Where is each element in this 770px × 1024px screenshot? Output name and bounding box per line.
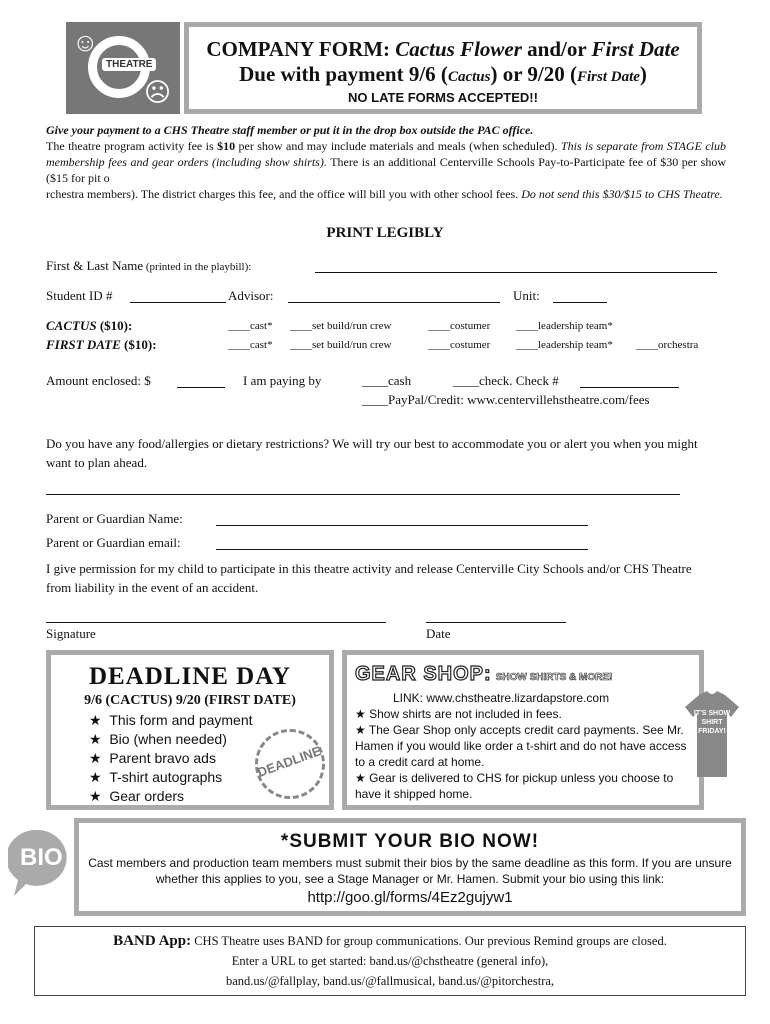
guardian-email-label: Parent or Guardian email: (46, 535, 181, 550)
cactus-cast[interactable]: ____cast* (228, 320, 273, 332)
cactus-label: CACTUS ($10): (46, 318, 133, 333)
firstdate-set-crew[interactable]: ____set build/run crew (290, 339, 392, 351)
band-line-3: band.us/@fallplay, band.us/@fallmusical, band.us/@pitorchestra, (225, 974, 555, 988)
band-line-1: BAND App: CHS Theatre uses BAND for group communications. Our previous Remind groups are closed. (113, 933, 667, 949)
amount-label: Amount enclosed: $ (46, 373, 151, 388)
cactus-costumer[interactable]: ____costumer (428, 320, 491, 332)
gear-bullets (355, 706, 691, 802)
intro-text (46, 122, 726, 202)
name-row: First & Last Name (printed in the playbill): (46, 258, 252, 273)
no-late-forms: NO LATE FORMS ACCEPTED!! (348, 90, 538, 105)
deadline-stamp: DEADLINE (255, 729, 325, 799)
list-item: ★ T-shirt autographs (89, 769, 223, 785)
advisor-input[interactable] (288, 290, 500, 303)
unit-input[interactable] (553, 290, 607, 303)
cactus-set-crew[interactable]: ____set build/run crew (290, 320, 392, 332)
deadline-dates: 9/6 (CACTUS) 9/20 (FIRST DATE) (84, 693, 296, 708)
tshirt-icon: IT'S SHOW SHIRT FRIDAY! (685, 691, 739, 779)
print-legibly: PRINT LEGIBLY (326, 225, 444, 241)
allergy-question: Do you have any food/allergies or dietary restrictions? We will try our best to accommodate you or alert you when you might want to plan ahead. (46, 436, 698, 470)
pay-paypal-option[interactable]: ____PayPal/Credit: www.centervillehstheatre.com/fees (362, 392, 650, 407)
firstdate-orchestra[interactable]: ____orchestra (636, 339, 699, 351)
fee-paragraph: The theatre program activity fee is $10 per show and may include materials and meals (when scheduled). This is separate from STAGE club membership fees and gear orders (including show shirts). There is an additional Centerville Schools Pay-to-Participate fee of $30 per show ($15 for pit o (46, 139, 727, 185)
date-label: Date (426, 626, 451, 641)
gear-bullet-2: ★ The Gear Shop only accepts credit card payments. See Mr. Hamen if you would like order a t-shirt and do not have access to a credit card at home. (355, 723, 687, 769)
signature-input[interactable] (46, 610, 386, 623)
list-item: ★ Parent bravo ads (89, 750, 216, 766)
guardian-name-input[interactable] (216, 513, 588, 526)
bio-link[interactable]: http://goo.gl/forms/4Ez2gujyw1 (307, 889, 513, 906)
gear-header (355, 663, 699, 686)
list-item: ★ Bio (when needed) (89, 731, 227, 747)
firstdate-leadership[interactable]: ____leadership team* (516, 339, 613, 351)
deadline-title: DEADLINE DAY (88, 663, 292, 690)
firstdate-costumer[interactable]: ____costumer (428, 339, 491, 351)
signature-label: Signature (46, 626, 96, 641)
title-line-1: COMPANY FORM: Cactus Flower and/or First Date (206, 37, 680, 61)
guardian-name-label: Parent or Guardian Name: (46, 511, 183, 526)
firstdate-cast[interactable]: ____cast* (228, 339, 273, 351)
bio-badge: BIO (8, 830, 72, 896)
deadline-box (46, 650, 334, 810)
cactus-leadership[interactable]: ____leadership team* (516, 320, 613, 332)
guardian-email-input[interactable] (216, 537, 588, 550)
bio-title: *SUBMIT YOUR BIO NOW! (280, 831, 540, 852)
payment-instructions: Give your payment to a CHS Theatre staff member or put it in the drop box outside the PAC office. (46, 123, 534, 137)
gear-title: GEAR SHOP: (355, 663, 492, 685)
title-line-2: Due with payment 9/6 (Cactus) or 9/20 (First Date) (239, 62, 647, 86)
tragedy-mask-icon: ☹ (144, 78, 172, 107)
gear-link[interactable]: LINK: www.chstheatre.lizardapstore.com (393, 691, 610, 705)
list-item: ★ This form and payment (89, 712, 253, 728)
name-input[interactable] (315, 260, 717, 273)
title-box (184, 22, 702, 114)
gear-shop-box (342, 650, 731, 810)
amount-input[interactable] (177, 375, 225, 388)
theatre-logo (66, 22, 180, 114)
student-id-label: Student ID # (46, 288, 113, 303)
check-number-input[interactable] (580, 375, 679, 388)
advisor-label: Advisor: (228, 288, 274, 303)
fee-paragraph-2: rchestra members). The district charges this fee, and the office will bill you with other school fees. Do not send this $30/$15 to CHS Theatre. (46, 187, 723, 201)
logo-text: THEATRE (102, 58, 156, 71)
comedy-mask-icon: ☺ (72, 28, 99, 57)
bio-box (74, 818, 746, 916)
pay-cash-option[interactable]: ____cash (362, 373, 412, 388)
unit-label: Unit: (513, 288, 540, 303)
band-line-2: Enter a URL to get started: band.us/@chstheatre (general info), (231, 954, 549, 968)
gear-subtitle: SHOW SHIRTS & MORE! (495, 672, 613, 683)
band-box (34, 926, 746, 996)
gear-bullet-1: ★ Show shirts are not included in fees. (355, 707, 562, 721)
gear-bullet-3: ★ Gear is delivered to CHS for pickup unless you choose to have it shipped home. (355, 771, 674, 801)
bio-text: Cast members and production team members must submit their bios by the same deadline as this form. If you are unsure whether this applies to you, see a Stage Manager or Mr. Hamen. Submit your bio using this link: (88, 856, 732, 886)
pay-check-option[interactable]: ____check. Check # (453, 373, 559, 388)
allergy-input[interactable] (46, 482, 680, 495)
list-item: ★ Gear orders (89, 788, 185, 804)
permission-text: I give permission for my child to participate in this theatre activity and release Centerville City Schools and/or CHS Theatre from liability in the event of an accident. (46, 561, 692, 595)
paying-by-label: I am paying by (243, 373, 322, 388)
date-input[interactable] (426, 610, 566, 623)
student-id-input[interactable] (130, 290, 226, 303)
firstdate-label: FIRST DATE ($10): (46, 337, 157, 352)
